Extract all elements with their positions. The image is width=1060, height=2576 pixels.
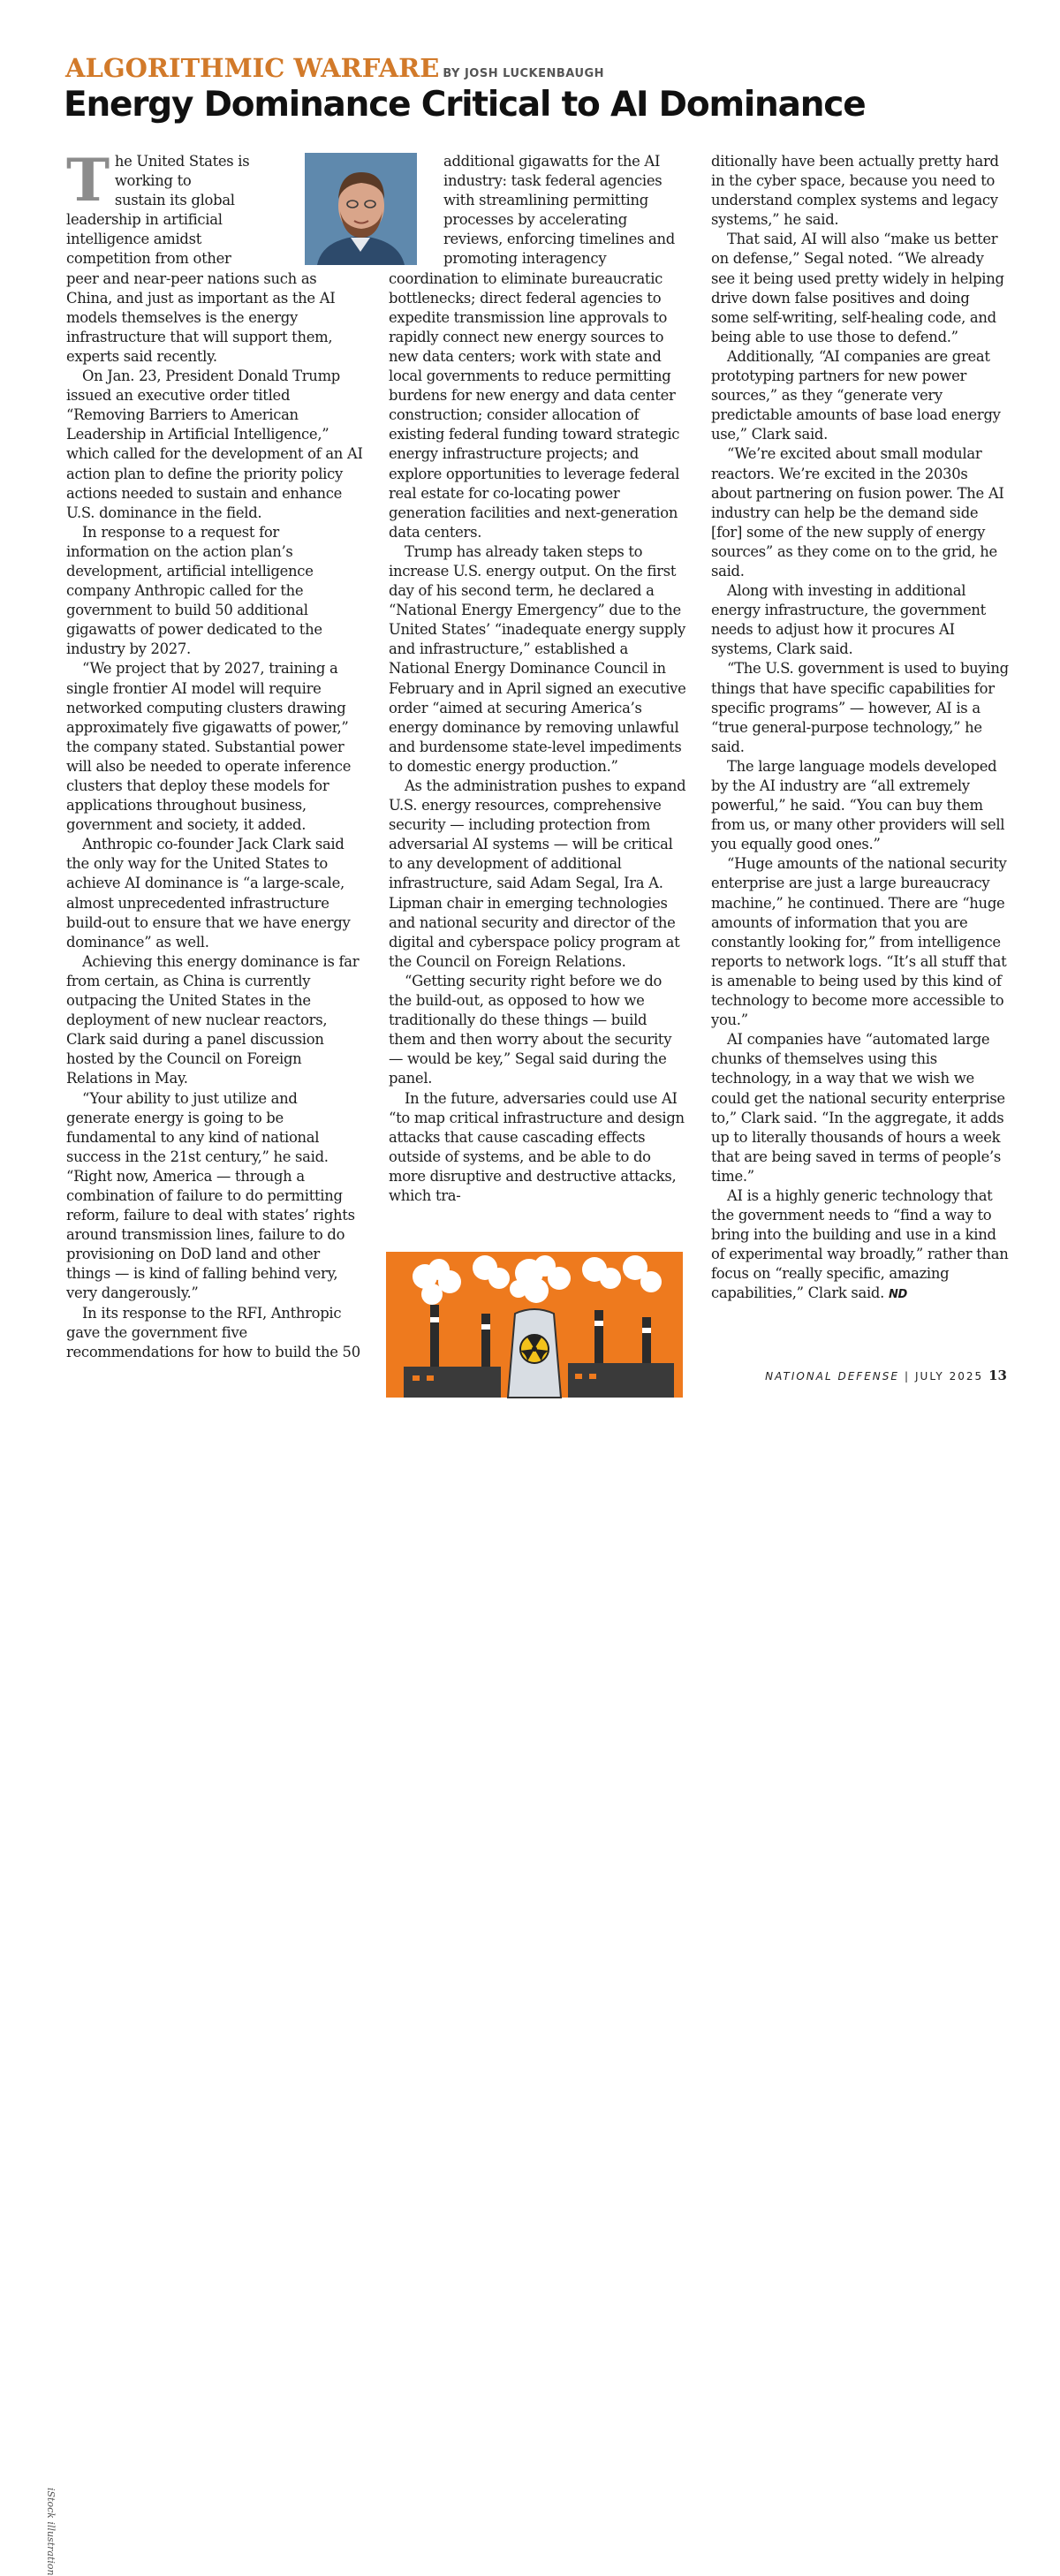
paragraph: The large language models developed by the AI industry are “all extremely powerful,” he said. “You can buy them from us, or many other providers will sell you equally good ones.” — [711, 757, 1005, 853]
paragraph: “Your ability to just utilize and generate energy is going to be fundamental to any kind of national success in the 21st century,” he said. “Right now, America — through a combination of failure to do permitting reform, failure to deal with states’ rights around transmission lines, failure to do provisioning on DoD land and other things — is kind of falling behind very, very dangerously.” — [66, 1089, 355, 1302]
paragraph: Additionally, “AI companies are great prototyping partners for new power sources,” as they “generate very predictable amounts of base load energy use,” Clark said. — [711, 347, 1001, 443]
paragraph: “We’re excited about small modular reactors. We’re excited in the 2030s about partnering on fusion power. The AI industry can help be the demand side [for] some of the new supply of energy sources” as they come on to the grid, he said. — [711, 445, 1004, 580]
paragraph: “The U.S. government is used to buying things that have specific capabilities for specific programs” — however, AI is a “true general-purpose technology,” he said. — [711, 660, 1009, 755]
section-kicker — [65, 53, 604, 83]
paragraph: AI companies have “automated large chunks of themselves using this technology, in a way that we wish we could get the national security enterprise to,” Clark said. “In the aggregate, it adds up to literally thousands of hours a week that are being saved in terms of people’s time.” — [711, 1031, 1005, 1185]
end-mark: ND — [888, 1288, 908, 1302]
paragraph: additional gigawatts for the AI industry: task federal agencies with streamlining permitting processes by accelerating reviews, enforcing timelines and promoting interagency coordination to eliminate bureaucratic bottlenecks; direct federal agencies to expedite transmission line approvals to rapidly connect new energy sources to new data centers; work with state and local governments to reduce permitting burdens for new energy and data center construction; consider allocation of existing federal funding toward strategic energy infrastructure projects; and explore opportunities to leverage federal real estate for co-locating power generation facilities and next-generation data centers. — [389, 153, 680, 541]
page-number: 13 — [988, 1368, 1007, 1383]
paragraph: “Huge amounts of the national security enterprise are just a large bureaucracy machine,” he continued. There are “huge amounts of information that you are constantly looking for,” from intelligence reports to network logs. “It’s all stuff that is amenable to being used by this kind of technology to become more accessible to you.” — [711, 855, 1007, 1029]
paragraph: ditionally have been actually pretty hard in the cyber space, because you need to understand complex systems and legacy systems,” he said. — [711, 153, 999, 229]
paragraph: Along with investing in additional energy infrastructure, the government needs to adjust how it procures AI systems, Clark said. — [711, 582, 986, 658]
image-credit: iStock illustration — [45, 2488, 57, 2576]
nuclear-plant-icon — [386, 1252, 683, 1398]
article-column-3 — [711, 152, 1010, 1327]
paragraph-text: AI is a highly generic technology that the government needs to “find a way to bring into the building and use in a kind of experimental way broadly,” rather than focus on “really specific, amazing capabilities,” Clark said. — [711, 1186, 1009, 1302]
paragraph: In response to a request for information on the action plan’s development, artificial intelligence company Anthropic called for the government to build 50 additional gigawatts of power dedicated to the industry by 2027. — [66, 523, 322, 658]
paragraph: Anthropic co-founder Jack Clark said the only way for the United States to achieve AI dominance is “a large-scale, almost unprecedented infrastructure build-out to ensure that we have energy dominance” as well. — [66, 836, 351, 951]
paragraph: “Getting security right before we do the build-out, as opposed to how we traditionally do these things — build them and then worry about the security — would be key,” Segal said during the panel. — [389, 972, 672, 1087]
paragraph-text: he United States is working to sustain its global leadership in artificial intelligence amidst competition from other peer and near-peer nations such as China, and just as important as the AI models themselves is the energy infrastructure that will support them, experts said recently. — [66, 153, 336, 365]
article-headline: Energy Dominance Critical to AI Dominance — [64, 85, 866, 125]
paragraph: Trump has already taken steps to increase U.S. energy output. On the first day of his second term, he declared a “National Energy Emergency” due to the United States’ “inadequate energy supply and infrastructure,” established a National Energy Dominance Council in February and in April signed an executive order “aimed at securing America’s energy dominance by removing unlawful and burdensome state-level impediments to domestic energy production.” — [389, 542, 686, 775]
section-title: ALGORITHMIC WARFARE — [65, 53, 440, 83]
paragraph: In its response to the RFI, Anthropic gave the government five recommendations for how to build the 50 — [66, 1304, 360, 1360]
publication-name: NATIONAL DEFENSE — [765, 1370, 899, 1383]
paragraph: “We project that by 2027, training a single frontier AI model will require networked computing clusters drawing approximately five gigawatts of power,” the company stated. Substantial power will also be needed to operate inference clusters that deploy these models for applications throughout business, government and society, it added. — [66, 660, 352, 834]
power-plant-illustration — [386, 1252, 683, 1398]
paragraph: On Jan. 23, President Donald Trump issued an executive order titled “Removing Barriers to American Leadership in Artificial Intelligence,” which called for the development of an AI action plan to define the priority policy actions needed to sustain and enhance U.S. dominance in the field. — [66, 367, 363, 521]
issue-date: JULY 2025 — [915, 1370, 984, 1383]
article-column-2 — [389, 152, 687, 1327]
byline: BY JOSH LUCKENBAUGH — [443, 67, 605, 80]
article-column-1 — [66, 146, 365, 1360]
drop-cap: T — [66, 146, 110, 215]
paragraph — [711, 1186, 1010, 1306]
page-footer: NATIONAL DEFENSE | JULY 2025 13 — [765, 1368, 1007, 1383]
paragraph: As the administration pushes to expand U.S. energy resources, comprehensive security — including protection from adversarial AI systems — will be critical to any development of additional infrastructure, said Adam Segal, Ira A. Lipman chair in emerging technologies and national security and director of the digital and cyberspace policy program at the Council on Foreign Relations. — [389, 777, 686, 970]
paragraph: That said, AI will also “make us better on defense,” Segal noted. “We already see it being used pretty widely in helping drive down false positives and doing some self-writing, self-healing code, and being able to use those to defend.” — [711, 231, 1004, 345]
paragraph: In the future, adversaries could use AI “to map critical infrastructure and design attacks that cause cascading effects outside of systems, and be able to do more disruptive and destructive attacks, which tra- — [389, 1089, 685, 1204]
paragraph: Achieving this energy dominance is far from certain, as China is currently outpacing the United States in the deployment of new nuclear reactors, Clark said during a panel discussion hosted by the Council on Foreign Relations in May. — [66, 952, 360, 1087]
